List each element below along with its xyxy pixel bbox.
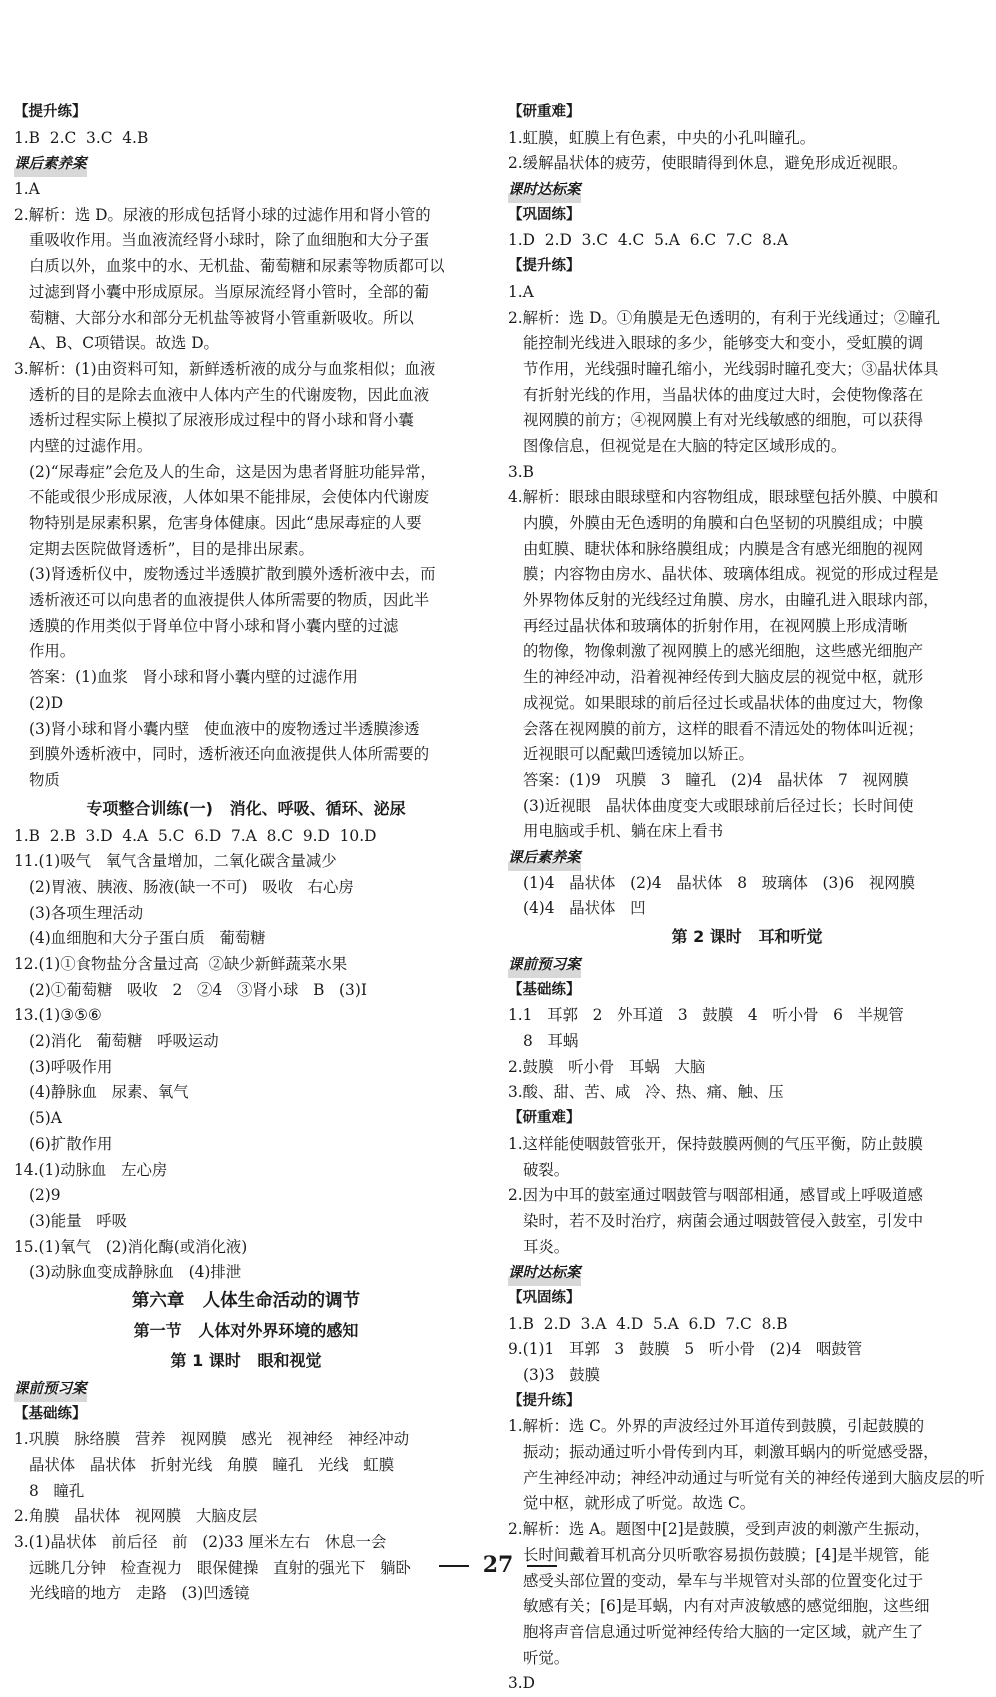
- left-line: 3.解析：(1)由资料可知，新鲜透析液的成分与血浆相似；血液: [14, 359, 436, 378]
- section-heading: 课时达标案: [508, 178, 581, 203]
- lesson-title: 第一节 人体对外界环境的感知: [133, 1320, 359, 1340]
- left-line: (2)“尿毒症”会危及人的生命，这是因为患者肾脏功能异常，: [29, 462, 436, 481]
- left-line: (2)①葡萄糖 吸收 2 ②4 ③肾小球 B (3)Ⅰ: [29, 980, 367, 999]
- left-line: 13.(1)③⑤⑥: [14, 1006, 102, 1025]
- left-line: (4)血细胞和大分子蛋白质 葡萄糖: [29, 929, 266, 948]
- exercise-tag: 【提升练】: [14, 104, 87, 120]
- left-line: 萄糖、大部分水和部分无机盐等被肾小管重新吸收。所以: [29, 308, 414, 327]
- right-line: 用电脑或手机、躺在床上看书: [523, 822, 724, 841]
- section-heading: 课前预习案: [508, 953, 581, 978]
- left-line: 内壁的过滤作用。: [29, 436, 153, 455]
- exercise-tag: 【提升练】: [508, 258, 581, 275]
- right-line: 1.D 2.D 3.C 4.C 5.A 6.C 7.C 8.A: [508, 231, 788, 250]
- left-line: 透膜的作用类似于肾单位中肾小球和肾小囊内壁的过滤: [29, 616, 399, 635]
- left-line: (4)静脉血 尿素、氧气: [29, 1083, 189, 1102]
- right-line: 内膜，外膜由无色透明的角膜和白色坚韧的巩膜组成；中膜: [523, 514, 924, 532]
- left-line: 1.B 2.C 3.C 4.B: [14, 128, 149, 147]
- right-line: 2.缓解晶状体的疲劳，使眼睛得到休息，避免形成近视眼。: [508, 154, 908, 173]
- right-line: 会落在视网膜的前方，这样的眼看不清远处的物体叫近视；: [523, 719, 924, 738]
- right-line: 3.D: [508, 1674, 536, 1693]
- left-line: 2.解析：选 D。尿液的形成包括肾小球的过滤作用和肾小管的: [14, 205, 431, 224]
- dash-left: [439, 1565, 469, 1567]
- right-line: [508, 177, 986, 203]
- right-line: 9.(1)1 耳郭 3 鼓膜 5 听小骨 (2)4 咽鼓管: [508, 1340, 863, 1359]
- left-line: 光线暗的地方 走路 (3)凹透镜: [29, 1584, 250, 1603]
- right-line: 生的神经冲动，沿着视神经传到大脑皮层的视觉中枢，就形: [523, 668, 924, 687]
- section-heading: 课前预习案: [14, 1377, 87, 1402]
- left-line: 作用。: [29, 642, 76, 661]
- right-line: 敏感有关；[6]是耳蜗，内有对声波敏感的感觉细胞，这些细: [523, 1597, 930, 1616]
- left-line: (2)胃液、胰液、肠液(缺一不可) 吸收 右心房: [29, 877, 354, 896]
- right-line: 1.1 耳郭 2 外耳道 3 鼓膜 4 听小骨 6 半规管: [508, 1006, 904, 1025]
- section-heading: 课时达标案: [508, 1261, 581, 1286]
- right-line: [508, 1260, 986, 1286]
- left-line: (2)消化 葡萄糖 呼吸运动: [29, 1032, 219, 1051]
- right-line: 答案：(1)9 巩膜 3 瞳孔 (2)4 晶状体 7 视网膜: [523, 770, 909, 789]
- exercise-tag: 【研重难】: [508, 104, 581, 120]
- left-line: 2.角膜 晶状体 视网膜 大脑皮层: [14, 1507, 258, 1526]
- left-line: 1.B 2.B 3.D 4.A 5.C 6.D 7.A 8.C 9.D 10.D: [14, 826, 377, 845]
- right-line: 感受头部位置的变动，晕车与半规管对头部的位置变化过于: [523, 1571, 924, 1590]
- right-line: 耳炎。: [523, 1237, 570, 1256]
- right-line: 4.解析：眼球由眼球壁和内容物组成，眼球壁包括外膜、中膜和: [508, 488, 939, 507]
- exercise-tag: 【巩固练】: [508, 1289, 581, 1306]
- right-line: 节作用，光线强时瞳孔缩小，光线弱时瞳孔变大；③晶状体具: [523, 359, 939, 378]
- left-line: 远眺几分钟 检查视力 眼保健操 直射的强光下 躺卧: [29, 1558, 411, 1577]
- right-line: 染时，若不及时治疗，病菌会通过咽鼓管侵入鼓室，引发中: [523, 1211, 924, 1230]
- left-line: 透析液还可以向患者的血液提供人体所需要的物质，因此半: [29, 591, 430, 610]
- section-heading: 课后素养案: [508, 846, 581, 871]
- left-line: (3)呼吸作用: [29, 1057, 113, 1076]
- right-line: 视网膜的前方；④视网膜上有对光线敏感的细胞，可以获得: [523, 411, 924, 430]
- left-line: 答案：(1)血浆 肾小球和肾小囊内壁的过滤作用: [29, 668, 358, 687]
- right-line: 2.鼓膜 听小骨 耳蜗 大脑: [508, 1057, 706, 1076]
- left-line: (3)肾透析仪中，废物透过半透膜扩散到膜外透析液中去，而: [29, 565, 436, 584]
- left-line: 白质以外，血浆中的水、无机盐、葡萄糖和尿素等物质都可以: [29, 257, 445, 276]
- right-line: 图像信息，但视觉是在大脑的特定区域形成的。: [523, 436, 847, 455]
- left-line: 物质: [29, 770, 60, 789]
- right-line: (3)近视眼 晶状体曲度变大或眼球前后径过长；长时间使: [523, 796, 914, 815]
- exercise-tag: 【基础练】: [14, 1405, 87, 1422]
- page-number-text: 27: [482, 1552, 514, 1578]
- right-line: 2.解析：选 D。①角膜是无色透明的，有利于光线通过；②瞳孔: [508, 308, 941, 327]
- lesson-title: 第 2 课时 耳和听觉: [671, 927, 823, 946]
- left-line: (3)各项生理活动: [29, 903, 144, 922]
- right-line: 破裂。: [523, 1160, 570, 1179]
- right-line: 近视眼可以配戴凹透镜加以矫正。: [523, 745, 754, 764]
- right-line: 再经过晶状体和玻璃体的折射作用，在视网膜上形成清晰: [523, 616, 908, 635]
- right-column: [508, 100, 986, 1697]
- left-line: 14.(1)动脉血 左心房: [14, 1160, 168, 1179]
- left-line: 到膜外透析液中，同时，透析液还向血液提供人体所需要的: [29, 745, 430, 764]
- left-line: (3)能量 呼吸: [29, 1211, 128, 1230]
- right-line: 8 耳蜗: [523, 1032, 579, 1051]
- left-line: (2)9: [29, 1186, 61, 1205]
- left-line: 物特别是尿素积累，危害身体健康。因此“患尿毒症的人要: [29, 514, 422, 532]
- right-line: 1.虹膜，虹膜上有色素，中央的小孔叫瞳孔。: [508, 128, 816, 147]
- right-line: 的物像，物像刺激了视网膜上的感光细胞，这些感光细胞产: [523, 642, 924, 661]
- left-line: A、B、C项错误。故选 D。: [29, 334, 219, 353]
- right-line: 外界物体反射的光线经过角膜、房水，由瞳孔进入眼球内部，: [523, 591, 939, 610]
- right-line: 胞将声音信息通过听觉神经传给大脑的一定区域，就产生了: [523, 1622, 924, 1641]
- left-line: 重吸收作用。当血液流经肾小球时，除了血细胞和大分子蛋: [29, 231, 430, 250]
- right-line: 成视觉。如果眼球的前后径过长或晶状体的曲度过大，物像: [523, 693, 924, 712]
- right-line: 2.解析：选 A。题图中[2]是鼓膜，受到声波的刺激产生振动，: [508, 1520, 930, 1539]
- right-line: 能控制光线进入眼球的多少，能够变大和变小，受虹膜的调: [523, 334, 924, 353]
- section-heading: 课后素养案: [14, 152, 87, 177]
- left-line: 8 瞳孔: [29, 1481, 85, 1500]
- left-line: 定期去医院做肾透析”，目的是排出尿素。: [29, 539, 314, 558]
- left-line: 不能或很少形成尿液，人体如果不能排尿，会使体内代谢废: [29, 488, 430, 507]
- right-line: 1.解析：选 C。外界的声波经过外耳道传到鼓膜，引起鼓膜的: [508, 1417, 925, 1436]
- right-line: 膜；内容物由房水、晶状体、玻璃体组成。视觉的形成过程是: [523, 565, 939, 584]
- right-line: 振动；振动通过听小骨传到内耳，刺激耳蜗内的听觉感受器，: [523, 1443, 939, 1462]
- lesson-title: 第 1 课时 眼和视觉: [170, 1350, 322, 1370]
- right-line: 长时间戴着耳机高分贝听歌容易损伤鼓膜；[4]是半规管，能: [523, 1545, 930, 1564]
- left-line: 晶状体 晶状体 折射光线 角膜 瞳孔 光线 虹膜: [29, 1456, 395, 1474]
- left-line: [14, 1376, 478, 1402]
- left-line: (5)A: [29, 1109, 62, 1128]
- left-line: 12.(1)①食物盐分含量过高 ②缺少新鲜蔬菜水果: [14, 955, 348, 973]
- left-line: (2)D: [29, 693, 64, 712]
- right-line: 2.因为中耳的鼓室通过咽鼓管与咽部相通，感冒或上呼吸道感: [508, 1186, 923, 1205]
- exercise-tag: 【提升练】: [508, 1392, 581, 1409]
- left-column: [14, 100, 478, 1607]
- left-line: [14, 151, 478, 177]
- exercise-tag: 【基础练】: [508, 981, 581, 998]
- page-number: [0, 1552, 996, 1578]
- left-line: (3)动脉血变成静脉血 (4)排泄: [29, 1263, 242, 1282]
- right-line: 有折射光线的作用，当晶状体的曲度过大时，会使物像落在: [523, 385, 924, 404]
- right-line: [508, 952, 986, 978]
- right-line: 3.酸、甜、苦、咸 冷、热、痛、触、压: [508, 1083, 784, 1102]
- right-line: 1.B 2.D 3.A 4.D 5.A 6.D 7.C 8.B: [508, 1314, 788, 1333]
- right-line: 由虹膜、睫状体和脉络膜组成；内膜是含有感光细胞的视网: [523, 539, 924, 558]
- right-line: 觉中枢，就形成了听觉。故选 C。: [523, 1494, 756, 1513]
- exercise-tag: 【研重难】: [508, 1110, 581, 1127]
- lesson-title: 专项整合训练(一) 消化、呼吸、循环、泌尿: [86, 798, 406, 818]
- right-line: (4)4 晶状体 凹: [523, 899, 646, 918]
- right-line: (1)4 晶状体 (2)4 晶状体 8 玻璃体 (3)6 视网膜: [523, 873, 915, 892]
- left-line: 15.(1)氧气 (2)消化酶(或消化液): [14, 1237, 248, 1256]
- left-line: (6)扩散作用: [29, 1134, 113, 1153]
- right-line: 听觉。: [523, 1648, 570, 1667]
- right-line: 3.B: [508, 462, 534, 481]
- right-line: 1.这样能使咽鼓管张开，保持鼓膜两侧的气压平衡，防止鼓膜: [508, 1134, 923, 1153]
- left-line: (3)肾小球和肾小囊内壁 使血液中的废物透过半透膜渗透: [29, 719, 420, 738]
- left-line: 透析过程实际上模拟了尿液形成过程中的肾小球和肾小囊: [29, 411, 414, 430]
- left-line: 11.(1)吸气 氧气含量增加，二氧化碳含量减少: [14, 852, 337, 871]
- exercise-tag: 【巩固练】: [508, 206, 581, 223]
- chapter-title: 第六章 人体生命活动的调节: [131, 1290, 361, 1311]
- left-line: 1.巩膜 脉络膜 营养 视网膜 感光 视神经 神经冲动: [14, 1430, 410, 1449]
- right-line: 产生神经冲动；神经冲动通过与听觉有关的神经传递到大脑皮层的听: [523, 1468, 985, 1487]
- left-line: 透析的目的是除去血液中人体内产生的代谢废物，因此血液: [29, 385, 430, 404]
- right-line: (3)3 鼓膜: [523, 1366, 601, 1384]
- left-line: 3.(1)晶状体 前后径 前 (2)33 厘米左右 休息一会: [14, 1533, 387, 1552]
- right-line: 1.A: [508, 282, 534, 301]
- left-line: 过滤到肾小囊中形成原尿。当原尿流经肾小管时，全部的葡: [29, 282, 430, 301]
- dash-right: [527, 1565, 557, 1567]
- right-line: [508, 845, 986, 871]
- left-line: 1.A: [14, 180, 40, 199]
